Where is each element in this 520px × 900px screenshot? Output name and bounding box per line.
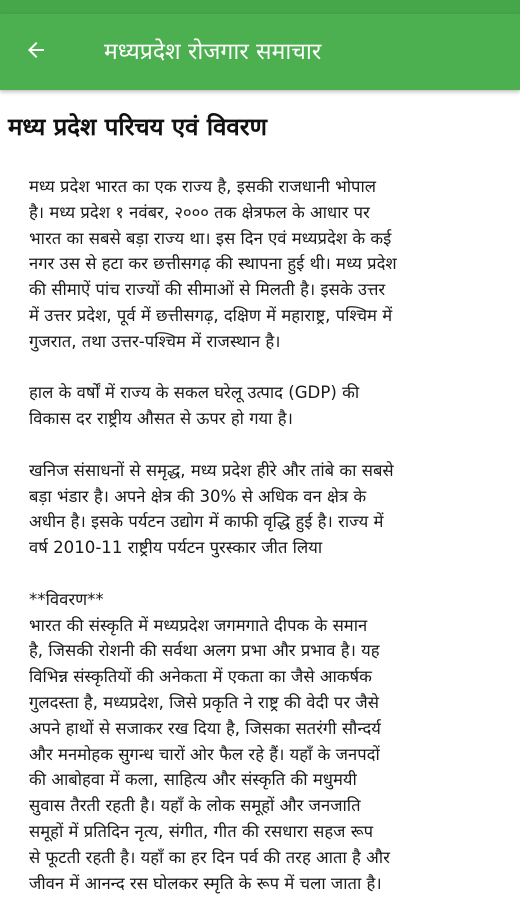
status-bar: [0, 0, 520, 14]
text-line: अपने हाथों से सजाकर रख दिया है, जिसका सतरंगी सौन्दर्य: [29, 718, 381, 738]
back-button[interactable]: [14, 30, 58, 74]
text-line: में उत्तर प्रदेश, पूर्व में छत्तीसगढ़, दक्षिण में महाराष्ट्र, पश्चिम में: [29, 305, 393, 325]
app-title: मध्यप्रदेश रोजगार समाचार: [104, 39, 322, 65]
text-line: और मनमोहक सुगन्ध चारों ओर फैल रहे हैं। यहाँ के जनपदों: [29, 744, 380, 764]
text-line: खनिज संसाधनों से समृद्ध, मध्य प्रदेश हीरे और तांबे का सबसे: [29, 460, 394, 480]
text-line: बड़ा भंडार है। अपने क्षेत्र की 30% से अधिक वन क्षेत्र के: [29, 486, 367, 506]
paragraph-description: [29, 587, 499, 897]
text-line: समूहों में प्रतिदिन नृत्य, संगीत, गीत की रसधारा सहज रूप: [29, 821, 374, 841]
text-line: गुजरात, तथा उत्तर-पश्चिम में राजस्थान है।: [29, 331, 281, 351]
app-bar: [0, 14, 520, 90]
paragraph-minerals: [29, 458, 499, 561]
text-line: गुलदस्ता है, मध्यप्रदेश, जिसे प्रकृति ने राष्ट्र की वेदी पर जैसे: [29, 692, 379, 712]
paragraph-intro: [29, 174, 499, 355]
text-line: से फूटती रहती है। यहाँ का हर दिन पर्व की तरह आता है और: [29, 847, 390, 867]
text-line: भारत की संस्कृति में मध्यप्रदेश जगमगाते दीपक के समान: [29, 615, 368, 635]
text-line: की आबोहवा में कला, साहित्य और संस्कृति की मधुमयी: [29, 770, 357, 790]
text-line: की सीमाऐं पांच राज्यों की सीमाओं से मिलती है। इसके उत्तर: [29, 280, 386, 300]
text-line: मध्य प्रदेश भारत का एक राज्य है, इसकी राजधानी भोपाल: [29, 177, 377, 196]
paragraph-gdp: [29, 380, 499, 432]
text-line: सुवास तैरती रहती है। यहाँ के लोक समूहों और जनजाति: [29, 796, 361, 816]
article-content[interactable]: [0, 90, 520, 900]
article-body: [29, 174, 499, 900]
arrow-left-icon: [24, 38, 48, 66]
text-line: भारत का सबसे बड़ा राज्य था। इस दिन एवं मध्यप्रदेश के कई: [29, 228, 392, 248]
text-line: अधीन है। इसके पर्यटन उद्योग में काफी वृद्धि हुई है। राज्य में: [29, 512, 384, 532]
text-line: **विवरण**: [29, 589, 104, 609]
text-line: नगर उस से हटा कर छत्तीसगढ़ की स्थापना हुई थी। मध्य प्रदेश: [29, 254, 397, 274]
text-line: विकास दर राष्ट्रीय औसत से ऊपर हो गया है।: [29, 409, 293, 429]
text-line: वर्ष 2010-11 राष्ट्रीय पर्यटन पुरस्कार जीत लिया: [29, 538, 323, 558]
text-line: है। मध्य प्रदेश १ नवंबर, २००० तक क्षेत्रफल के आधार पर: [29, 202, 370, 222]
text-line: जीवन में आनन्द रस घोलकर स्मृति के रूप में चला जाता है।: [29, 873, 382, 893]
article-heading: मध्य प्रदेश परिचय एवं विवरण: [8, 113, 267, 141]
text-line: विभिन्न संस्कृतियों की अनेकता में एकता का जैसे आकर्षक: [29, 667, 372, 687]
text-line: हाल के वर्षों में राज्य के सकल घरेलू उत्पाद (GDP) की: [29, 383, 360, 403]
text-line: है, जिसकी रोशनी की सर्वथा अलग प्रभा और प्रभाव है। यह: [29, 641, 380, 661]
